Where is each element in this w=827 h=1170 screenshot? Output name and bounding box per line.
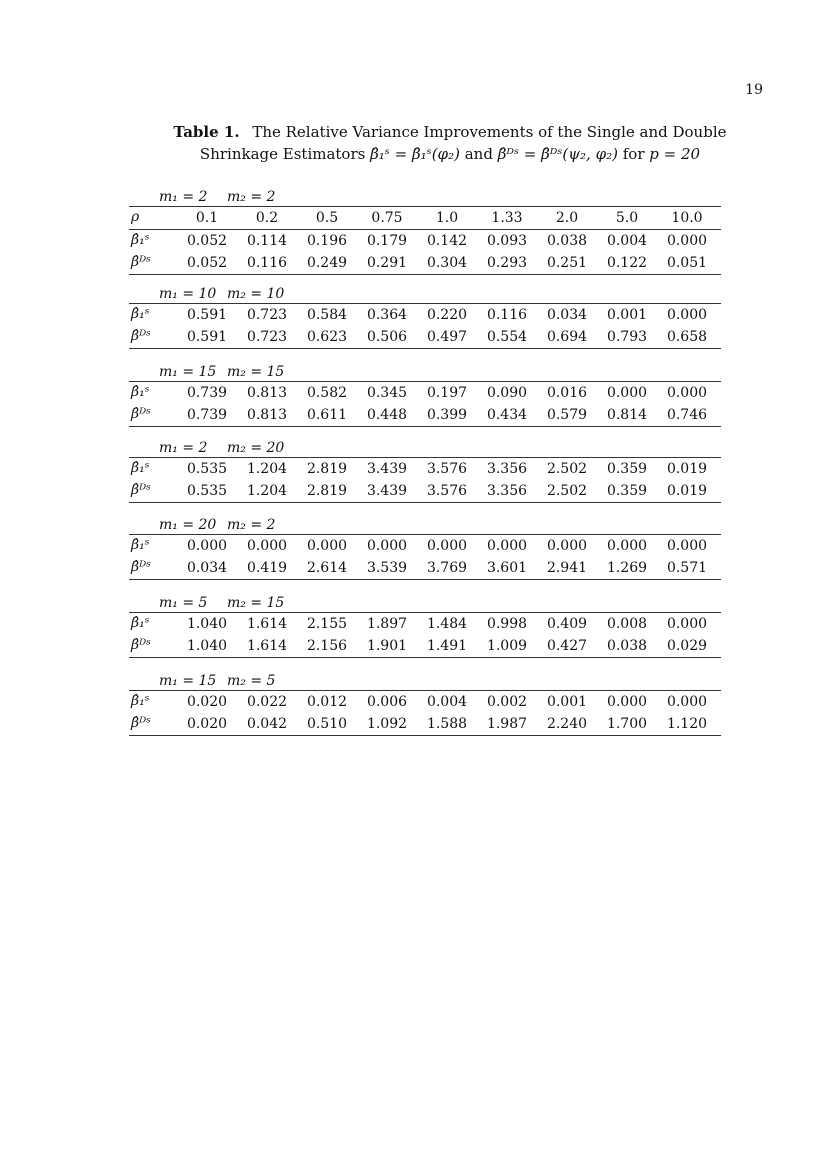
table-cell: 1.204	[246, 483, 288, 499]
table-cell: 0.004	[606, 233, 648, 249]
table-cell: 0.090	[486, 385, 528, 401]
table-cell: 0.034	[546, 307, 588, 323]
single-estimator-label: β̂₁ˢ	[131, 615, 150, 631]
table-cell: 1.614	[246, 616, 288, 632]
table-cell: 0.249	[306, 255, 348, 271]
table-cell: 0.723	[246, 329, 288, 345]
table-cell: 0.093	[486, 233, 528, 249]
table-cell: 0.364	[366, 307, 408, 323]
table-panel	[129, 437, 721, 503]
single-estimator-row	[129, 304, 721, 326]
panel-m2-label: m₂ = 2	[227, 517, 276, 533]
caption-and: and	[464, 145, 493, 163]
table-cell: 0.020	[186, 694, 228, 710]
table-cell: 0.000	[606, 538, 648, 554]
table-cell: 0.052	[186, 233, 228, 249]
panel-m2-label: m₂ = 15	[227, 595, 285, 611]
panel-header	[129, 283, 721, 304]
table-cell: 1.897	[366, 616, 408, 632]
single-estimator-row	[129, 382, 721, 404]
table-cell: 0.510	[306, 716, 348, 732]
table-cell: 0.535	[186, 483, 228, 499]
table-cell: 0.813	[246, 385, 288, 401]
table-cell: 0.019	[666, 483, 708, 499]
table-panel	[129, 283, 721, 349]
table-cell: 0.359	[606, 461, 648, 477]
table-cell: 0.584	[306, 307, 348, 323]
table-cell: 0.034	[186, 560, 228, 576]
single-estimator-row	[129, 535, 721, 557]
panel-header	[129, 186, 721, 207]
double-estimator-row	[129, 404, 721, 427]
table-cell: 0.434	[486, 407, 528, 423]
table-cell: 0.000	[186, 538, 228, 554]
table-cell: 1.700	[606, 716, 648, 732]
table-cell: 0.038	[546, 233, 588, 249]
panel-m1-label: m₁ = 10	[159, 286, 217, 302]
single-estimator-row	[129, 691, 721, 713]
double-estimator-label: β̂ᴰˢ	[131, 482, 151, 498]
rho-value: 1.33	[491, 210, 523, 226]
table-cell: 0.000	[606, 385, 648, 401]
table-cell: 0.142	[426, 233, 468, 249]
table-cell: 0.042	[246, 716, 288, 732]
single-estimator-label: β̂₁ˢ	[131, 306, 150, 322]
table-cell: 0.001	[546, 694, 588, 710]
table-cell: 0.000	[666, 694, 708, 710]
rho-value: 0.2	[255, 210, 279, 226]
table-cell: 0.251	[546, 255, 588, 271]
rho-value: 1.0	[435, 210, 459, 226]
table-cell: 0.345	[366, 385, 408, 401]
single-estimator-label: β̂₁ˢ	[131, 537, 150, 553]
caption-text-2: Shrinkage Estimators	[199, 145, 366, 163]
table-cell: 0.038	[606, 638, 648, 654]
caption-p: p = 20	[649, 145, 701, 163]
rho-value: 5.0	[615, 210, 639, 226]
table-cell: 0.399	[426, 407, 468, 423]
table-panel	[129, 361, 721, 427]
rho-value: 0.75	[371, 210, 403, 226]
panel-header	[129, 514, 721, 535]
double-estimator-label: β̂ᴰˢ	[131, 406, 151, 422]
single-estimator-label: β̂₁ˢ	[131, 232, 150, 248]
table-cell: 2.155	[306, 616, 348, 632]
table-cell: 0.122	[606, 255, 648, 271]
table-cell: 0.000	[366, 538, 408, 554]
single-estimator-label: β̂₁ˢ	[131, 460, 150, 476]
table-cell: 3.601	[486, 560, 528, 576]
table-cell: 0.304	[426, 255, 468, 271]
double-estimator-row	[129, 635, 721, 658]
table-cell: 0.196	[306, 233, 348, 249]
table-cell: 0.448	[366, 407, 408, 423]
table-cell: 3.576	[426, 483, 468, 499]
table-cell: 0.746	[666, 407, 708, 423]
table-cell: 0.016	[546, 385, 588, 401]
table-cell: 3.356	[486, 461, 528, 477]
panel-header	[129, 361, 721, 382]
table-cell: 1.491	[426, 638, 468, 654]
table-cell: 0.723	[246, 307, 288, 323]
table-panel	[129, 514, 721, 580]
table-cell: 0.623	[306, 329, 348, 345]
table-cell: 3.439	[366, 461, 408, 477]
double-estimator-row	[129, 713, 721, 736]
table-cell: 0.739	[186, 407, 228, 423]
double-estimator-label: β̂ᴰˢ	[131, 637, 151, 653]
table-cell: 2.156	[306, 638, 348, 654]
table-cell: 3.576	[426, 461, 468, 477]
table-cell: 0.571	[666, 560, 708, 576]
caption-line-1	[150, 121, 750, 143]
table-cell: 0.359	[606, 483, 648, 499]
panel-m1-label: m₁ = 20	[159, 517, 217, 533]
table-cell: 0.002	[486, 694, 528, 710]
table-cell: 0.000	[246, 538, 288, 554]
table-cell: 3.439	[366, 483, 408, 499]
page-number: 19	[745, 82, 763, 98]
table-cell: 0.579	[546, 407, 588, 423]
panel-header	[129, 592, 721, 613]
table-cell: 0.658	[666, 329, 708, 345]
table-cell: 2.819	[306, 483, 348, 499]
table-cell: 1.987	[486, 716, 528, 732]
table-cell: 0.004	[426, 694, 468, 710]
table-cell: 0.052	[186, 255, 228, 271]
table-cell: 0.008	[606, 616, 648, 632]
table-cell: 0.497	[426, 329, 468, 345]
table-cell: 1.009	[486, 638, 528, 654]
table-cell: 0.001	[606, 307, 648, 323]
table-cell: 0.293	[486, 255, 528, 271]
table-cell: 0.000	[306, 538, 348, 554]
double-estimator-label: β̂ᴰˢ	[131, 559, 151, 575]
panel-m1-label: m₁ = 15	[159, 364, 217, 380]
table-cell: 0.591	[186, 329, 228, 345]
table-cell: 2.614	[306, 560, 348, 576]
rho-label: ρ	[131, 209, 140, 225]
table-cell: 0.554	[486, 329, 528, 345]
table-cell: 0.000	[666, 385, 708, 401]
table-cell: 1.040	[186, 638, 228, 654]
panel-m2-label: m₂ = 5	[227, 673, 276, 689]
double-estimator-row	[129, 326, 721, 349]
table-cell: 0.197	[426, 385, 468, 401]
panel-m2-label: m₂ = 15	[227, 364, 285, 380]
table-cell: 3.769	[426, 560, 468, 576]
table-panel	[129, 592, 721, 658]
panel-m2-label: m₂ = 2	[227, 189, 276, 205]
panel-m2-label: m₂ = 20	[227, 440, 285, 456]
caption-text-1: The Relative Variance Improvements of the Single and Double	[252, 123, 727, 141]
table-cell: 0.000	[666, 616, 708, 632]
caption-double-estimator: β̂ᴰˢ = β̂ᴰˢ(ψ₂, φ₂)	[497, 145, 618, 163]
double-estimator-label: β̂ᴰˢ	[131, 254, 151, 270]
panel-header	[129, 670, 721, 691]
table-cell: 0.114	[246, 233, 288, 249]
table-cell: 0.000	[426, 538, 468, 554]
table-cell: 0.813	[246, 407, 288, 423]
table-cell: 1.204	[246, 461, 288, 477]
panel-m1-label: m₁ = 5	[159, 595, 208, 611]
table-cell: 0.000	[546, 538, 588, 554]
table-cell: 0.179	[366, 233, 408, 249]
panel-m2-label: m₂ = 10	[227, 286, 285, 302]
panel-m1-label: m₁ = 2	[159, 189, 208, 205]
table-cell: 1.901	[366, 638, 408, 654]
rho-value: 0.5	[315, 210, 339, 226]
caption-label: Table 1.	[173, 123, 240, 141]
single-estimator-label: β̂₁ˢ	[131, 384, 150, 400]
table-cell: 0.006	[366, 694, 408, 710]
panel-m1-label: m₁ = 2	[159, 440, 208, 456]
double-estimator-row	[129, 480, 721, 503]
table-cell: 0.000	[666, 233, 708, 249]
double-estimator-row	[129, 557, 721, 580]
table-cell: 0.793	[606, 329, 648, 345]
table-cell: 1.092	[366, 716, 408, 732]
double-estimator-row	[129, 252, 721, 275]
table-cell: 3.539	[366, 560, 408, 576]
single-estimator-label: β̂₁ˢ	[131, 693, 150, 709]
panel-m1-label: m₁ = 15	[159, 673, 217, 689]
table-cell: 2.941	[546, 560, 588, 576]
table-cell: 0.427	[546, 638, 588, 654]
table-cell: 1.484	[426, 616, 468, 632]
table-cell: 0.814	[606, 407, 648, 423]
single-estimator-row	[129, 458, 721, 480]
rho-value: 0.1	[195, 210, 219, 226]
table-cell: 0.694	[546, 329, 588, 345]
rho-value: 2.0	[555, 210, 579, 226]
table-cell: 1.588	[426, 716, 468, 732]
table-cell: 0.000	[486, 538, 528, 554]
table-cell: 0.582	[306, 385, 348, 401]
table-cell: 0.291	[366, 255, 408, 271]
table-cell: 3.356	[486, 483, 528, 499]
table-cell: 0.000	[606, 694, 648, 710]
table-cell: 0.116	[246, 255, 288, 271]
single-estimator-row	[129, 613, 721, 635]
table-cell: 0.739	[186, 385, 228, 401]
table-cell: 0.000	[666, 538, 708, 554]
double-estimator-label: β̂ᴰˢ	[131, 715, 151, 731]
rho-value: 10.0	[671, 210, 703, 226]
table-cell: 2.502	[546, 461, 588, 477]
table-cell: 0.012	[306, 694, 348, 710]
caption-single-estimator: β̂₁ˢ = β̂₁ˢ(φ₂)	[370, 145, 460, 163]
table-panel	[129, 186, 721, 275]
table-cell: 0.022	[246, 694, 288, 710]
table-cell: 0.029	[666, 638, 708, 654]
table-cell: 0.535	[186, 461, 228, 477]
table-cell: 1.269	[606, 560, 648, 576]
double-estimator-label: β̂ᴰˢ	[131, 328, 151, 344]
caption-line-2	[150, 143, 750, 165]
table-cell: 0.419	[246, 560, 288, 576]
table-panel	[129, 670, 721, 736]
table-cell: 0.000	[666, 307, 708, 323]
table-cell: 0.051	[666, 255, 708, 271]
table-cell: 0.020	[186, 716, 228, 732]
table-cell: 1.120	[666, 716, 708, 732]
table-cell: 0.220	[426, 307, 468, 323]
table-cell: 1.040	[186, 616, 228, 632]
table-cell: 0.116	[486, 307, 528, 323]
table-caption	[150, 121, 750, 165]
table-cell: 0.506	[366, 329, 408, 345]
table-cell: 0.019	[666, 461, 708, 477]
table-cell: 0.611	[306, 407, 348, 423]
panel-header	[129, 437, 721, 458]
table-cell: 2.819	[306, 461, 348, 477]
table-cell: 0.409	[546, 616, 588, 632]
caption-for: for	[622, 145, 645, 163]
table-cell: 1.614	[246, 638, 288, 654]
column-header-row	[129, 207, 721, 230]
table-cell: 2.502	[546, 483, 588, 499]
table-cell: 0.998	[486, 616, 528, 632]
table-cell: 2.240	[546, 716, 588, 732]
table-cell: 0.591	[186, 307, 228, 323]
single-estimator-row	[129, 230, 721, 252]
